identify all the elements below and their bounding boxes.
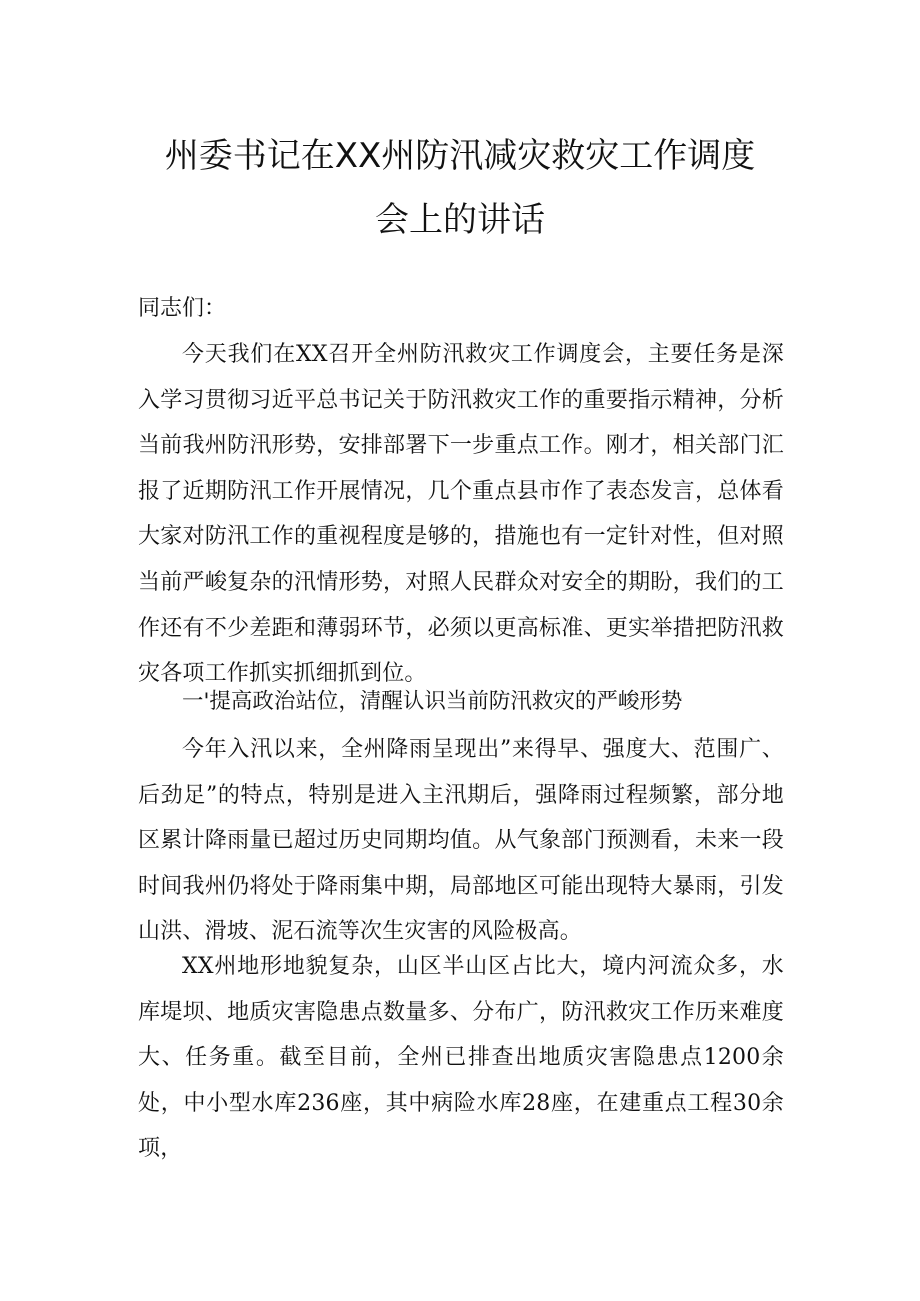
paragraph-rain-situation: 今年入汛以来，全州降雨呈现出”来得早、强度大、范围广、后劲足”的特点，特别是进入主汛期后，强降雨过程频繁，部分地区累计降雨量已超过历史同期均值。从气象部门预测看，未来一段时间我州仍将处于降雨集中期，局部地区可能出现特大暴雨，引发山洪、滑坡、泥石流等次生灾害的风险极高。 [138,737,784,945]
document-title-line-1: 州委书记在XX州防汛减灾救灾工作调度 [164,136,756,176]
document-title-line-2: 会上的讲话 [375,200,545,240]
section-heading: 一'提高政治站位，清醒认识当前防汛救灾的严峻形势 [182,689,683,714]
paragraph-intro: 今天我们在XX召开全州防汛救灾工作调度会，主要任务是深入学习贯彻习近平总书记关于防汛救灾工作的重要指示精神，分析当前我州防汛形势，安排部署下一步重点工作。刚才，相关部门汇报了近期防汛工作开展情况，几个重点县市作了表态发言，总体看大家对防汛工作的重视程度是够的，措施也有一定针对性，但对照当前严峻复杂的汛情形势，对照人民群众对安全的期盼，我们的工作还有不少差距和薄弱环节，必须以更高标准、更实举措把防汛救灾各项工作抓实抓细抓到位。 [138,342,784,687]
salutation: 同志们： [138,296,227,321]
paragraph-terrain-risks: XX州地形地貌复杂，山区半山区占比大，境内河流众多，水库堤坝、地质灾害隐患点数量多、分布广，防汛救灾工作历来难度大、任务重。截至目前，全州已排查出地质灾害隐患点1200余处，中小型水库236座，其中病险水库28座，在建重点工程30余项， [138,954,784,1162]
